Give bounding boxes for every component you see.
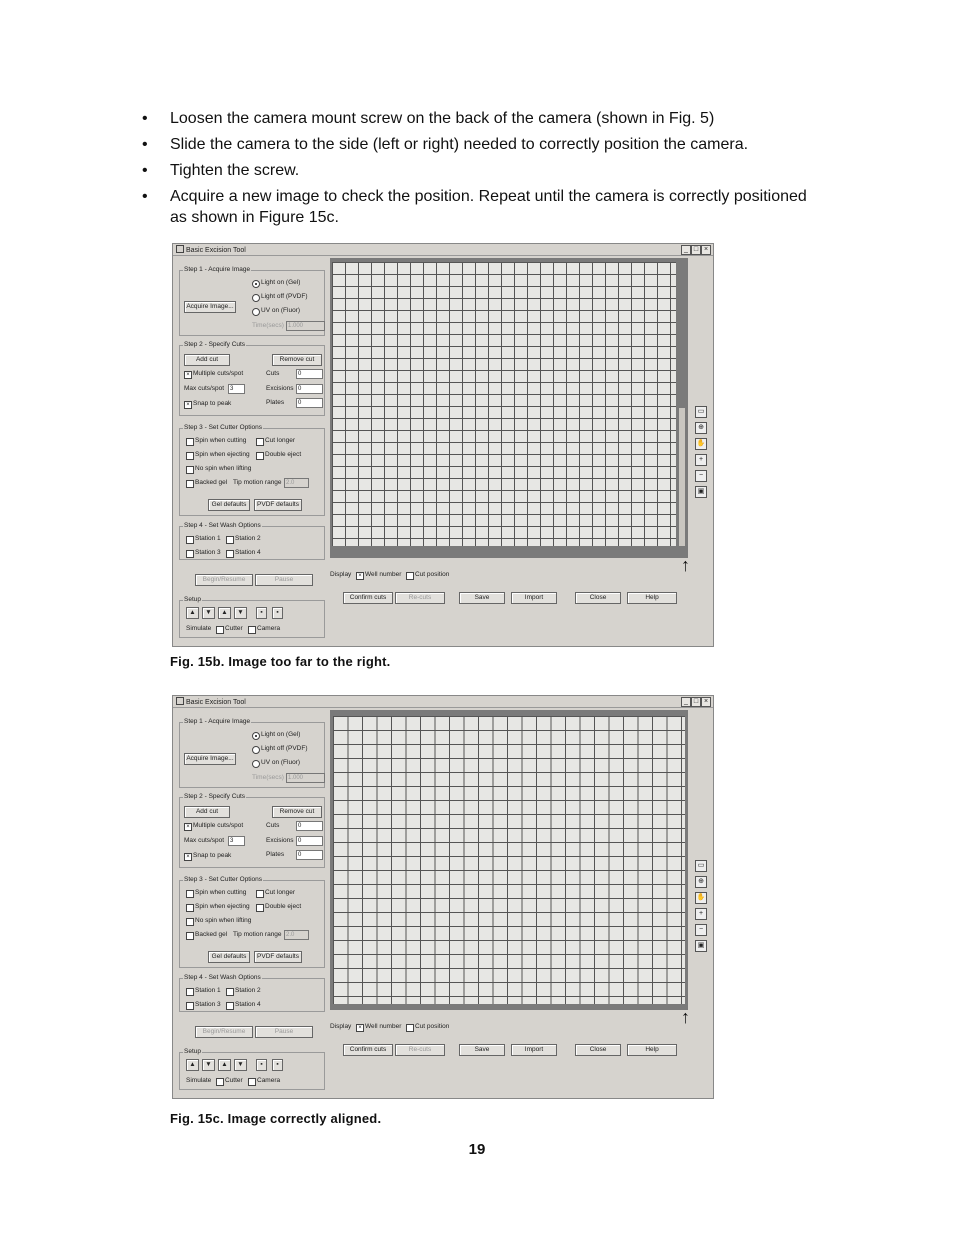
basic-excision-tool-window [172, 695, 714, 1099]
no-spin-lifting-checkbox[interactable] [186, 918, 194, 926]
import-button[interactable]: Import [511, 1044, 557, 1056]
setup-group [179, 1048, 325, 1090]
fit-icon[interactable]: ▣ [695, 940, 707, 952]
backed-gel-checkbox[interactable] [186, 480, 194, 488]
station2-label: Station 2 [235, 987, 261, 994]
figure-caption: Fig. 15c. Image correctly aligned. [170, 1111, 382, 1126]
plates-label: Plates [266, 399, 285, 406]
pvdf-defaults-button[interactable]: PVDF defaults [254, 951, 302, 963]
step1-group [179, 718, 325, 788]
plates-label: Plates [266, 851, 285, 858]
spin-cutting-label: Spin when cutting [195, 889, 247, 896]
step1-legend: Step 1 - Acquire Image [184, 266, 251, 273]
step2-group [179, 793, 325, 868]
fit-icon[interactable]: ▣ [695, 486, 707, 498]
station1-checkbox[interactable] [186, 988, 194, 996]
simulate-label: Simulate [186, 1077, 212, 1084]
excisions-label: Excisions [266, 837, 294, 844]
re-cuts-button[interactable]: Re-cuts [395, 1044, 445, 1056]
double-eject-checkbox[interactable] [256, 452, 264, 460]
page-number: 19 [468, 1141, 486, 1158]
figure-caption: Fig. 15b. Image too far to the right. [170, 654, 391, 669]
window-title: Basic Excision Tool [176, 245, 246, 254]
station4-label: Station 4 [235, 1001, 261, 1008]
minimize-button[interactable]: _ [681, 245, 691, 255]
cutter-checkbox[interactable] [216, 626, 224, 634]
spin-ejecting-label: Spin when ejecting [195, 903, 250, 910]
gel-image[interactable] [333, 716, 685, 1004]
page-icon[interactable]: ▭ [695, 860, 707, 872]
save-button[interactable]: Save [459, 1044, 505, 1056]
uv-on-radio[interactable] [252, 308, 260, 316]
up-arrow-marker: ↑ [681, 1007, 690, 1027]
maximize-button[interactable]: □ [691, 245, 701, 255]
setup-tool-icon[interactable]: ▼ [234, 1059, 247, 1071]
step2-legend: Step 2 - Specify Cuts [184, 793, 246, 800]
zoom-in-icon[interactable]: + [695, 908, 707, 920]
tip-motion-field[interactable]: 2.0 [284, 478, 309, 488]
no-spin-lifting-checkbox[interactable] [186, 466, 194, 474]
setup-tool-icon[interactable]: ▪ [256, 1059, 267, 1071]
step3-legend: Step 3 - Set Cutter Options [184, 424, 263, 431]
up-arrow-marker: ↑ [681, 555, 690, 575]
backed-gel-checkbox[interactable] [186, 932, 194, 940]
well-number-label: Well number [365, 1023, 402, 1030]
acquire-image-button[interactable]: Acquire Image... [184, 753, 236, 765]
pvdf-defaults-button[interactable]: PVDF defaults [254, 499, 302, 511]
image-view[interactable] [330, 710, 688, 1010]
cutter-label: Cutter [225, 1077, 243, 1084]
camera-checkbox[interactable] [248, 626, 256, 634]
tip-motion-label: Tip motion range [233, 479, 282, 486]
title-bar [173, 244, 713, 256]
setup-legend: Setup [184, 1048, 201, 1055]
plates-field: 0 [296, 398, 323, 408]
help-button[interactable]: Help [627, 1044, 677, 1056]
step3-legend: Step 3 - Set Cutter Options [184, 876, 263, 883]
station2-label: Station 2 [235, 535, 261, 542]
max-cuts-field[interactable]: 3 [228, 384, 245, 394]
station3-checkbox[interactable] [186, 1002, 194, 1010]
cuts-label: Cuts [266, 822, 280, 829]
step1-group [179, 266, 325, 336]
plates-field: 0 [296, 850, 323, 860]
time-label: Time(secs) [252, 322, 284, 329]
begin-resume-button[interactable]: Begin/Resume [195, 1026, 253, 1038]
excisions-field: 0 [296, 384, 323, 394]
spin-ejecting-checkbox[interactable] [186, 904, 194, 912]
tip-motion-label: Tip motion range [233, 931, 282, 938]
display-label: Display [330, 1023, 352, 1030]
page-icon[interactable]: ▭ [695, 406, 707, 418]
backed-gel-label: Backed gel [195, 931, 228, 938]
snap-to-peak-checkbox[interactable]: × [184, 853, 192, 861]
zoom-out-icon[interactable]: − [695, 924, 707, 936]
station2-checkbox[interactable] [226, 536, 234, 544]
cuts-field: 0 [296, 369, 323, 379]
excisions-label: Excisions [266, 385, 294, 392]
gel-defaults-button[interactable]: Gel defaults [208, 951, 250, 963]
remove-cut-button[interactable]: Remove cut [272, 354, 322, 366]
cut-longer-checkbox[interactable] [256, 438, 264, 446]
camera-checkbox[interactable] [248, 1078, 256, 1086]
remove-cut-button[interactable]: Remove cut [272, 806, 322, 818]
no-spin-lifting-label: No spin when lifting [195, 917, 252, 924]
multiple-cuts-label: Multiple cuts/spot [193, 822, 244, 829]
max-cuts-label: Max cuts/spot [184, 385, 225, 392]
cut-longer-label: Cut longer [265, 889, 295, 896]
setup-tool-icon[interactable]: ▲ [218, 607, 231, 619]
station4-label: Station 4 [235, 549, 261, 556]
station4-checkbox[interactable] [226, 1002, 234, 1010]
well-number-checkbox[interactable]: × [356, 572, 364, 580]
uv-on-label: UV on (Fluor) [261, 759, 301, 766]
no-spin-lifting-label: No spin when lifting [195, 465, 252, 472]
gel-defaults-button[interactable]: Gel defaults [208, 499, 250, 511]
simulate-label: Simulate [186, 625, 212, 632]
step2-group [179, 341, 325, 416]
maximize-button[interactable]: □ [691, 697, 701, 707]
setup-group [179, 596, 325, 638]
setup-tool-icon[interactable]: ▼ [202, 1059, 215, 1071]
setup-tool-icon[interactable]: ▪ [272, 607, 283, 619]
setup-tool-icon[interactable]: ▲ [186, 1059, 199, 1071]
double-eject-checkbox[interactable] [256, 904, 264, 912]
time-label: Time(secs) [252, 774, 284, 781]
minimize-button[interactable]: _ [681, 697, 691, 707]
max-cuts-field[interactable]: 3 [228, 836, 245, 846]
camera-label: Camera [257, 625, 281, 632]
step4-group [179, 974, 325, 1012]
spin-ejecting-label: Spin when ejecting [195, 451, 250, 458]
add-cut-button[interactable]: Add cut [184, 806, 230, 818]
cut-position-checkbox[interactable] [406, 572, 414, 580]
double-eject-label: Double eject [265, 451, 302, 458]
max-cuts-label: Max cuts/spot [184, 837, 225, 844]
pause-button[interactable]: Pause [255, 1026, 313, 1038]
acquire-image-button[interactable]: Acquire Image... [184, 301, 236, 313]
confirm-cuts-button[interactable]: Confirm cuts [343, 1044, 393, 1056]
cut-position-label: Cut position [415, 1023, 450, 1030]
light-on-label: Light on (Gel) [261, 279, 301, 286]
station3-checkbox[interactable] [186, 550, 194, 558]
scrollbar[interactable] [679, 408, 685, 546]
light-off-radio[interactable] [252, 294, 260, 302]
station3-label: Station 3 [195, 1001, 221, 1008]
close-window-button[interactable]: × [701, 697, 711, 707]
pause-button[interactable]: Pause [255, 574, 313, 586]
light-off-label: Light off (PVDF) [261, 745, 308, 752]
time-field[interactable]: 1.000 [286, 773, 325, 783]
list-item: • Loosen the camera mount screw on the back of the camera (shown in Fig. 5) [140, 108, 820, 129]
step3-group [179, 876, 325, 968]
close-button[interactable]: Close [575, 1044, 621, 1056]
cuts-field: 0 [296, 821, 323, 831]
step4-legend: Step 4 - Set Wash Options [184, 974, 261, 981]
window-title: Basic Excision Tool [176, 697, 246, 706]
list-item: • Tighten the screw. [140, 160, 820, 181]
time-field[interactable]: 1.000 [286, 321, 325, 331]
cut-longer-label: Cut longer [265, 437, 295, 444]
add-cut-button[interactable]: Add cut [184, 354, 230, 366]
light-off-radio[interactable] [252, 746, 260, 754]
uv-on-radio[interactable] [252, 760, 260, 768]
confirm-cuts-button[interactable]: Confirm cuts [343, 592, 393, 604]
uv-on-label: UV on (Fluor) [261, 307, 301, 314]
multiple-cuts-checkbox[interactable]: × [184, 371, 192, 379]
list-item: • Acquire a new image to check the position. Repeat until the camera is correctly positioned as shown in Figure 15c. [140, 186, 820, 228]
gel-image[interactable] [332, 262, 676, 546]
list-item: • Slide the camera to the side (left or right) needed to correctly position the camera. [140, 134, 820, 155]
cuts-label: Cuts [266, 370, 280, 377]
basic-excision-tool-window [172, 243, 714, 647]
zoom-select-icon[interactable]: ⊕ [695, 876, 707, 888]
instruction-list [140, 108, 820, 233]
well-number-checkbox[interactable]: × [356, 1024, 364, 1032]
light-on-label: Light on (Gel) [261, 731, 301, 738]
setup-legend: Setup [184, 596, 201, 603]
setup-tool-icon[interactable]: ▲ [186, 607, 199, 619]
multiple-cuts-checkbox[interactable]: × [184, 823, 192, 831]
cut-longer-checkbox[interactable] [256, 890, 264, 898]
hand-icon[interactable]: ✋ [695, 438, 707, 450]
step2-legend: Step 2 - Specify Cuts [184, 341, 246, 348]
close-button[interactable]: Close [575, 592, 621, 604]
re-cuts-button[interactable]: Re-cuts [395, 592, 445, 604]
well-number-label: Well number [365, 571, 402, 578]
save-button[interactable]: Save [459, 592, 505, 604]
title-bar [173, 696, 713, 708]
station1-label: Station 1 [195, 535, 221, 542]
light-off-label: Light off (PVDF) [261, 293, 308, 300]
setup-tool-icon[interactable]: ▼ [234, 607, 247, 619]
spin-cutting-checkbox[interactable] [186, 438, 194, 446]
station1-checkbox[interactable] [186, 536, 194, 544]
snap-to-peak-label: Snap to peak [193, 852, 232, 859]
step3-group [179, 424, 325, 516]
light-on-radio[interactable] [252, 732, 260, 740]
zoom-in-icon[interactable]: + [695, 454, 707, 466]
help-button[interactable]: Help [627, 592, 677, 604]
spin-cutting-checkbox[interactable] [186, 890, 194, 898]
import-button[interactable]: Import [511, 592, 557, 604]
cut-position-label: Cut position [415, 571, 450, 578]
spin-ejecting-checkbox[interactable] [186, 452, 194, 460]
display-label: Display [330, 571, 352, 578]
tip-motion-field[interactable]: 2.0 [284, 930, 309, 940]
begin-resume-button[interactable]: Begin/Resume [195, 574, 253, 586]
multiple-cuts-label: Multiple cuts/spot [193, 370, 244, 377]
spin-cutting-label: Spin when cutting [195, 437, 247, 444]
station4-checkbox[interactable] [226, 550, 234, 558]
light-on-radio[interactable] [252, 280, 260, 288]
close-window-button[interactable]: × [701, 245, 711, 255]
step1-legend: Step 1 - Acquire Image [184, 718, 251, 725]
snap-to-peak-checkbox[interactable]: × [184, 401, 192, 409]
backed-gel-label: Backed gel [195, 479, 228, 486]
excisions-field: 0 [296, 836, 323, 846]
zoom-select-icon[interactable]: ⊕ [695, 422, 707, 434]
setup-tool-icon[interactable]: ▪ [256, 607, 267, 619]
cut-position-checkbox[interactable] [406, 1024, 414, 1032]
station3-label: Station 3 [195, 549, 221, 556]
cutter-checkbox[interactable] [216, 1078, 224, 1086]
step4-group [179, 522, 325, 560]
zoom-out-icon[interactable]: − [695, 470, 707, 482]
camera-label: Camera [257, 1077, 281, 1084]
snap-to-peak-label: Snap to peak [193, 400, 232, 407]
cutter-label: Cutter [225, 625, 243, 632]
station2-checkbox[interactable] [226, 988, 234, 996]
station1-label: Station 1 [195, 987, 221, 994]
double-eject-label: Double eject [265, 903, 302, 910]
setup-tool-icon[interactable]: ▪ [272, 1059, 283, 1071]
image-view[interactable] [330, 258, 688, 558]
step4-legend: Step 4 - Set Wash Options [184, 522, 261, 529]
setup-tool-icon[interactable]: ▼ [202, 607, 215, 619]
setup-tool-icon[interactable]: ▲ [218, 1059, 231, 1071]
hand-icon[interactable]: ✋ [695, 892, 707, 904]
